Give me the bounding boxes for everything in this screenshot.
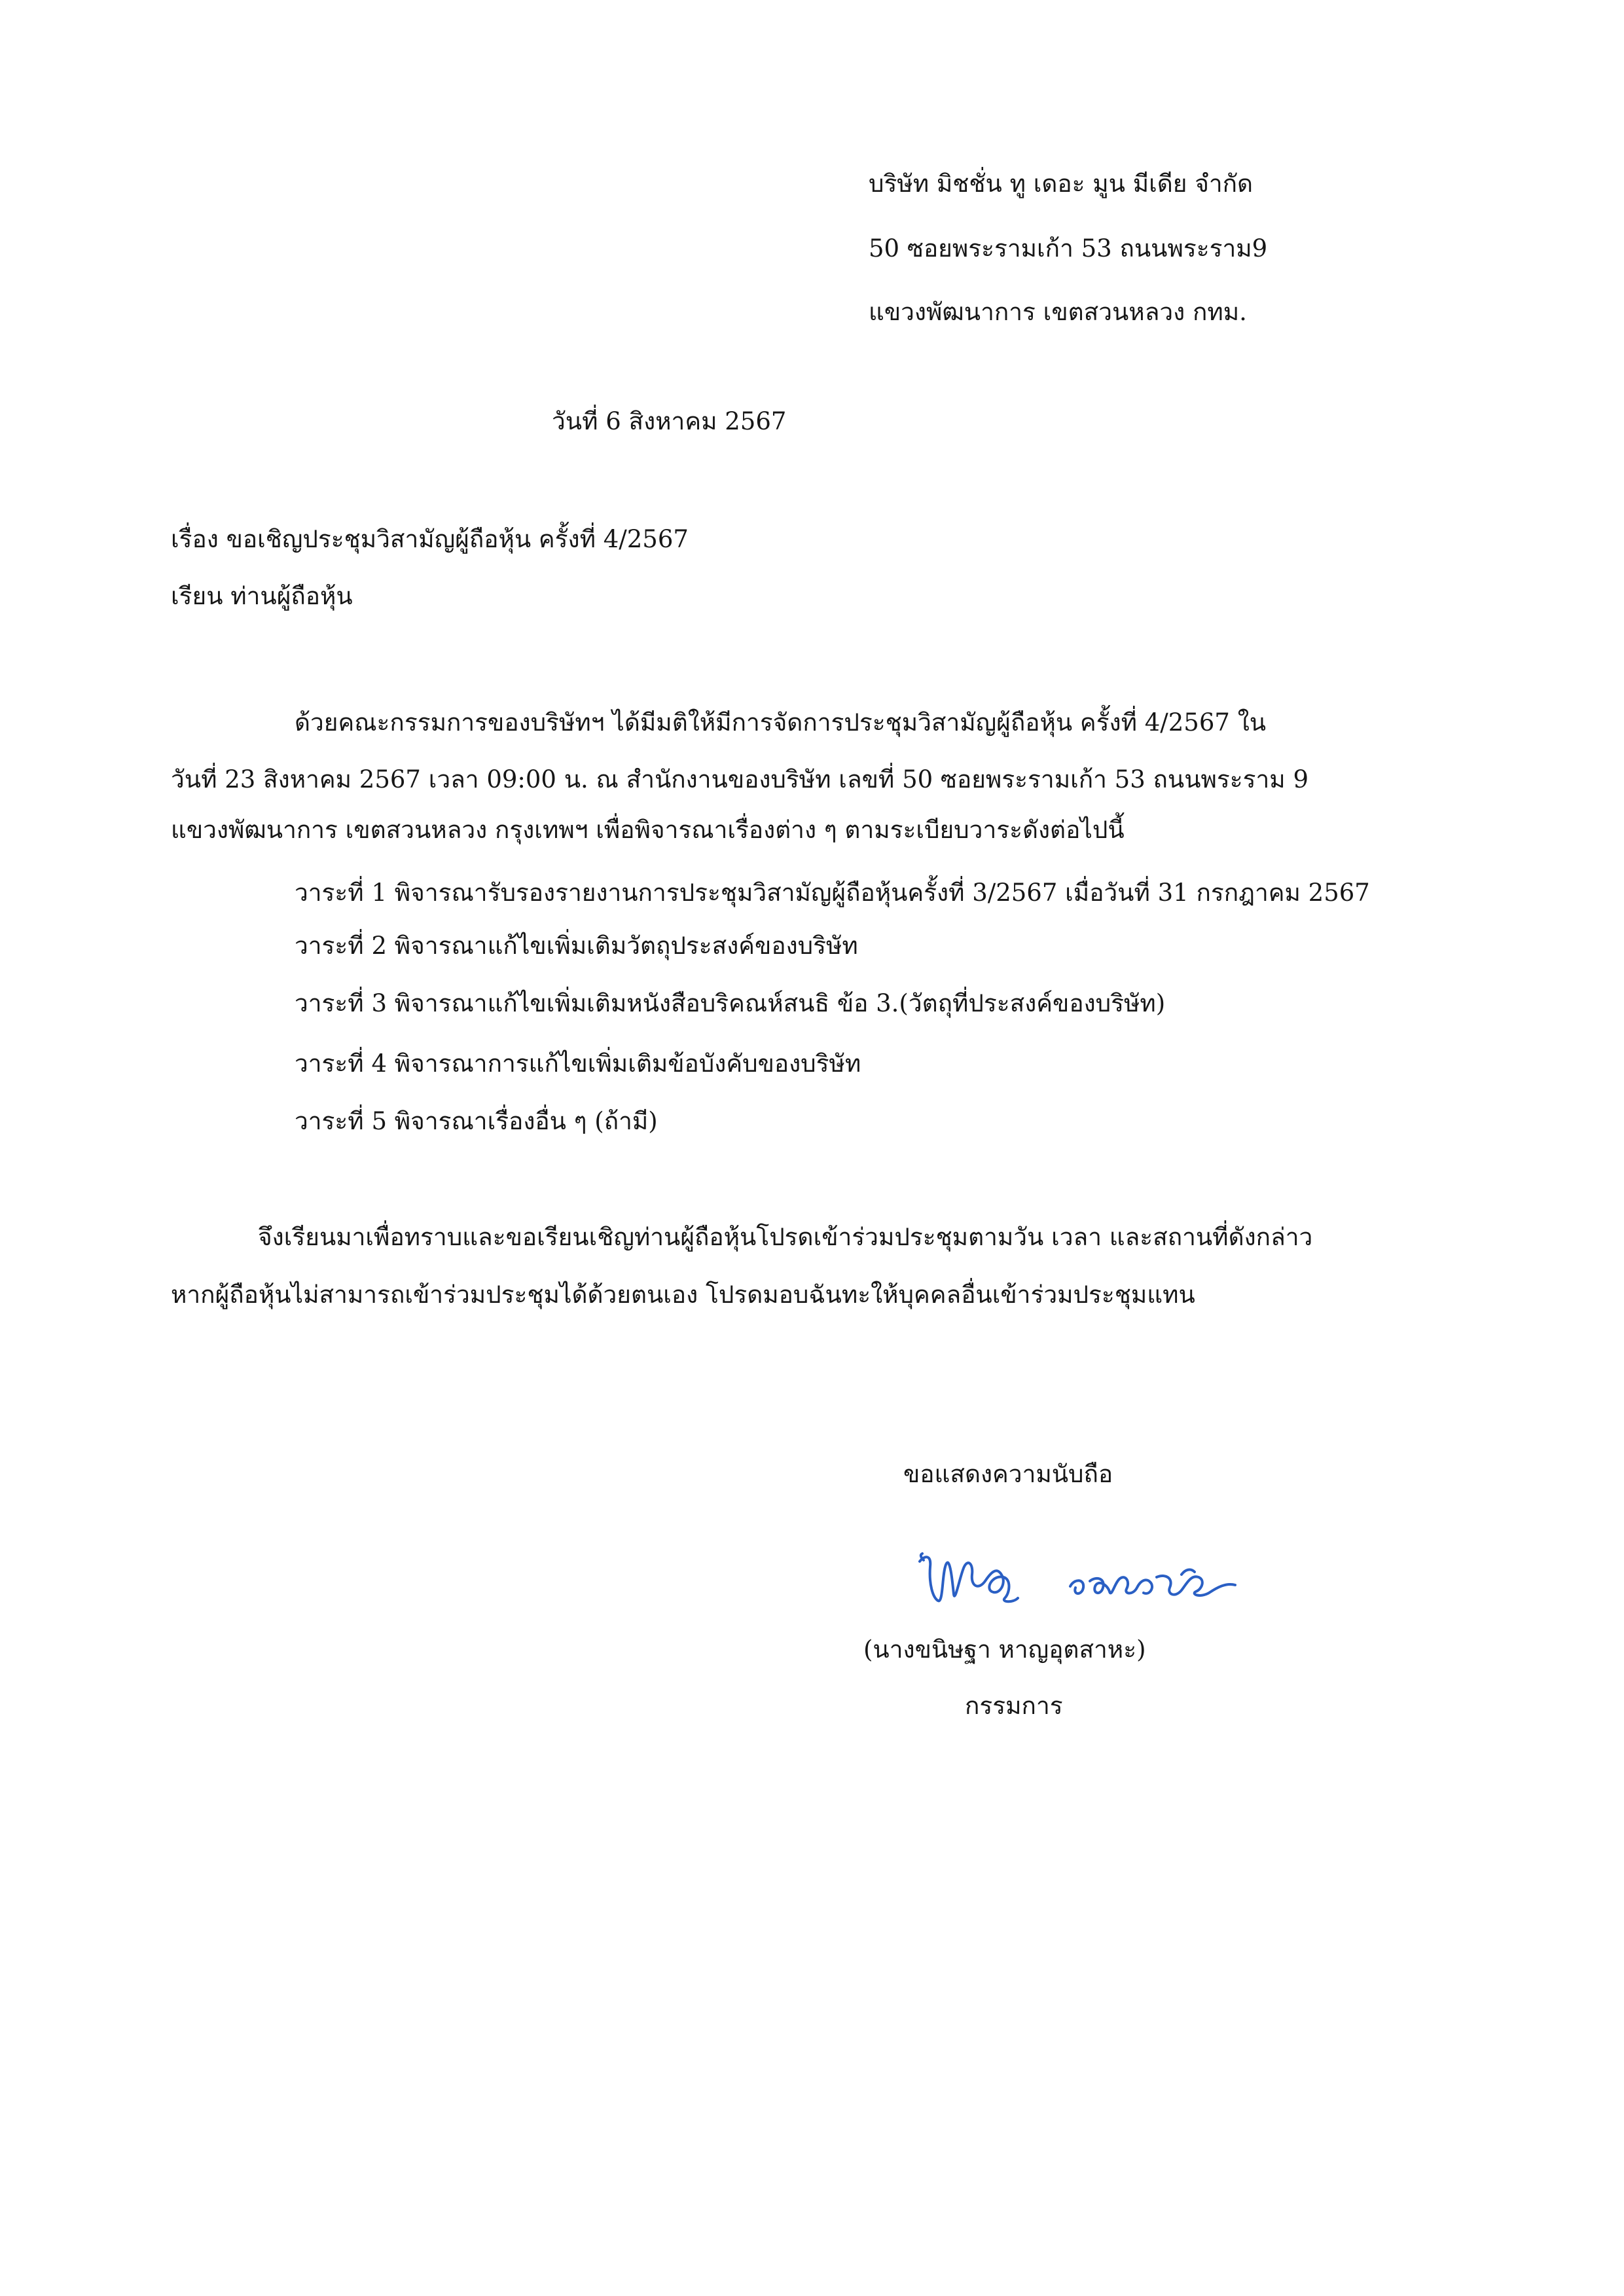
body-paragraph-2-line-2: หากผู้ถือหุ้นไม่สามารถเข้าร่วมประชุมได้ด้วยตนเอง โปรดมอบฉันทะให้บุคคลอื่นเข้าร่วมประชุมแทน bbox=[171, 1281, 1195, 1309]
agenda-item-2: วาระที่ 2 พิจารณาแก้ไขเพิ่มเติมวัตถุประสงค์ของบริษัท bbox=[295, 932, 858, 960]
body-paragraph-1-line-3: แขวงพัฒนาการ เขตสวนหลวง กรุงเทพฯ เพื่อพิจารณาเรื่องต่าง ๆ ตามระเบียบวาระดังต่อไปนี้ bbox=[171, 816, 1125, 844]
address-line-1: 50 ซอยพระรามเก้า 53 ถนนพระราม9 bbox=[869, 234, 1268, 263]
agenda-item-1: วาระที่ 1 พิจารณารับรองรายงานการประชุมวิสามัญผู้ถือหุ้นครั้งที่ 3/2567 เมื่อวันที่ 31 กรกฎาคม 2567 bbox=[295, 879, 1370, 907]
address-line-2: แขวงพัฒนาการ เขตสวนหลวง กทม. bbox=[869, 298, 1247, 326]
body-paragraph-2-line-1: จึงเรียนมาเพื่อทราบและขอเรียนเชิญท่านผู้ถือหุ้นโปรดเข้าร่วมประชุมตามวัน เวลา และสถานที่ดังกล่าว bbox=[258, 1223, 1313, 1251]
closing-greeting: ขอแสดงความนับถือ bbox=[903, 1460, 1113, 1488]
subject-line: เรื่อง ขอเชิญประชุมวิสามัญผู้ถือหุ้น ครั้งที่ 4/2567 bbox=[171, 525, 689, 553]
recipient-line: เรียน ท่านผู้ถือหุ้น bbox=[171, 582, 353, 610]
agenda-item-5: วาระที่ 5 พิจารณาเรื่องอื่น ๆ (ถ้ามี) bbox=[295, 1107, 658, 1135]
agenda-item-4: วาระที่ 4 พิจารณาการแก้ไขเพิ่มเติมข้อบังคับของบริษัท bbox=[295, 1049, 861, 1078]
body-paragraph-1-line-1: ด้วยคณะกรรมการของบริษัทฯ ได้มีมติให้มีการจัดการประชุมวิสามัญผู้ถือหุ้น ครั้งที่ 4/2567 ใน bbox=[295, 708, 1267, 737]
company-name: บริษัท มิชชั่น ทู เดอะ มูน มีเดีย จำกัด bbox=[869, 170, 1254, 198]
signatory-title: กรรมการ bbox=[965, 1692, 1063, 1720]
letter-date: วันที่ 6 สิงหาคม 2567 bbox=[552, 407, 787, 435]
body-paragraph-1-line-2: วันที่ 23 สิงหาคม 2567 เวลา 09:00 น. ณ สำนักงานของบริษัท เลขที่ 50 ซอยพระรามเก้า 53 ถนนพระราม 9 bbox=[171, 765, 1308, 793]
signature-image bbox=[913, 1535, 1280, 1627]
signatory-name: (นางขนิษฐา หาญอุตสาหะ) bbox=[863, 1635, 1146, 1664]
agenda-item-3: วาระที่ 3 พิจารณาแก้ไขเพิ่มเติมหนังสือบริคณห์สนธิ ข้อ 3.(วัตถุที่ประสงค์ของบริษัท) bbox=[295, 989, 1166, 1017]
